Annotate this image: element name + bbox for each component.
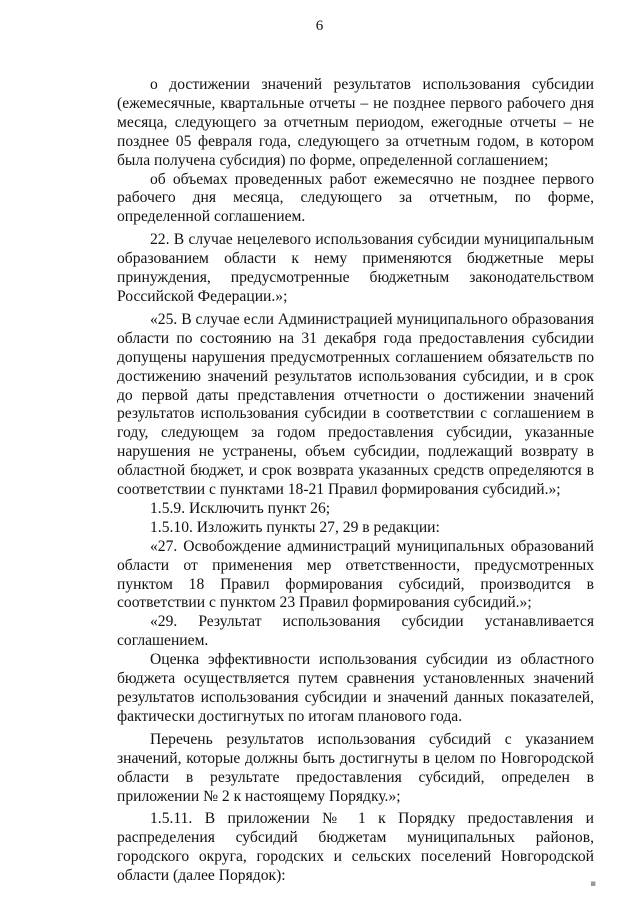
paragraph-efficiency-evaluation: Оценка эффективности использования субсидии из областного бюджета осуществляется путем сравнения установленных значений результатов использования субсидии и значений данных показателей, фактически достигнутых по итогам планового года.: [117, 651, 594, 725]
paragraph-item-29: «29. Результат использования субсидии устанавливается соглашением.: [117, 613, 594, 650]
paragraph-1-5-10: 1.5.10. Изложить пункты 27, 29 в редакции:: [150, 518, 440, 536]
document-body: [117, 76, 594, 886]
scan-mark: ▪: [590, 879, 597, 889]
paragraph-1-5-11: 1.5.11. В приложении № 1 к Порядку предоставления и распределения субсидий бюджетам муниципальных районов, городского округа, городских и сельских поселений Новгородской области (далее Порядок):: [117, 810, 594, 885]
paragraph-work-volumes: об объемах проведенных работ ежемесячно не позднее первого рабочего дня месяца, следующего за отчетным, по форме, определенной соглашением.: [117, 170, 594, 226]
page-number: 6: [315, 18, 324, 34]
paragraph-1-5-9: 1.5.9. Исключить пункт 26;: [150, 499, 331, 517]
paragraph-item-25: «25. В случае если Администрацией муниципального образования области по состоянию на 31 декабря года предоставления субсидии допущены нарушения предусмотренных соглашением обязательств по достижению значений результатов использования субсидии, и в срок до первой даты представления отчетности о достижении значений результатов использования субсидии в соответствии с соглашением в году, следующем за годом предоставления субсидии, указанные нарушения не устранены, объем субсидии, подлежащий возврату в областной бюджет, и срок возврата указанных средств определяются в соответствии с пунктами 18-21 Правил формирования субсидий.»;: [117, 310, 594, 499]
paragraph-reporting-results: о достижении значений результатов использования субсидии (ежемесячные, квартальные отчеты – не позднее первого рабочего дня месяца, следующего за отчетным периодом, ежегодные отчеты – не позднее 05 февраля года, следующего за отчетным годом, в котором была получена субсидия) по форме, определенной соглашением;: [117, 76, 594, 169]
paragraph-item-22: 22. В случае нецелевого использования субсидии муниципальным образованием области к нему применяются бюджетные меры принуждения, предусмотренные бюджетным законодательством Российской Федерации.»;: [117, 231, 594, 305]
paragraph-results-list: Перечень результатов использования субсидий с указанием значений, которые должны быть достигнуты в целом по Новгородской области в результате предоставления субсидий, определен в приложении № 2 к настоящему Порядку.»;: [117, 730, 594, 805]
paragraph-item-27: «27. Освобождение администраций муниципальных образований области от применения мер ответственности, предусмотренных пунктом 18 Правил формирования субсидий, производится в соответствии с пунктом 23 Правил формирования субсидий.»;: [117, 537, 594, 612]
